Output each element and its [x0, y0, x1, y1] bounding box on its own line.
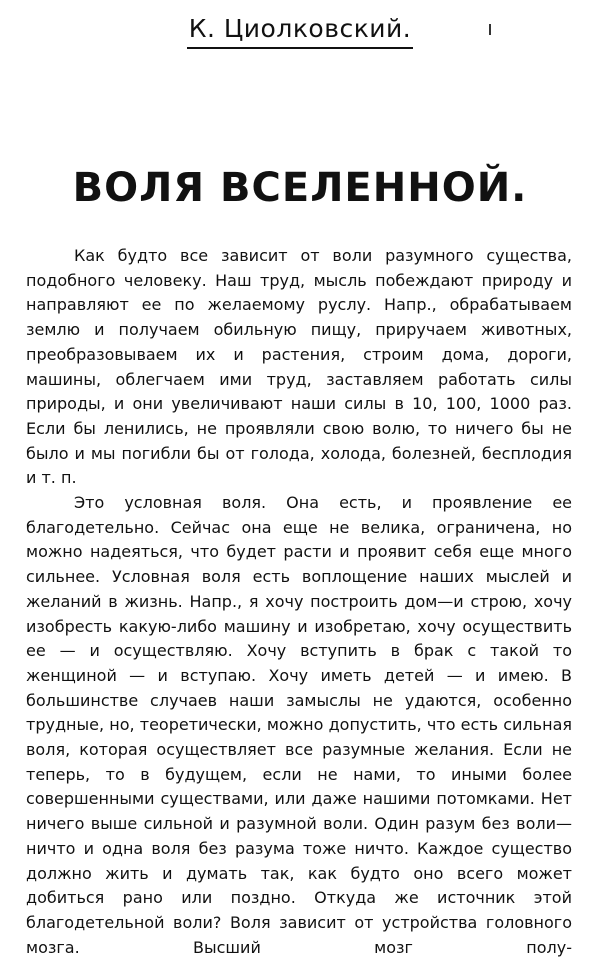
article-body	[26, 244, 572, 960]
running-header	[0, 14, 600, 49]
article-title: ВОЛЯ ВСЕЛЕННОЙ.	[72, 165, 528, 211]
paragraph-1: Как будто все зависит от воли разумного существа, подобного человеку. Наш труд, мысль побеждают природу и направляют ее по желаемому руслу. Напр., обрабатываем землю и получаем обильную пищу, приручаем животных, преобразовываем их и растения, строим дома, дороги, машины, облегчаем ими труд, заставляем работать силы природы, и они увеличивают наши силы в 10, 100, 1000 раз. Если бы ленились, не проявляли свою волю, то ничего бы не было и мы погибли бы от голода, холода, болезней, бесплодия и т. п.	[26, 246, 572, 488]
print-mark	[489, 24, 491, 35]
author-heading: К. Циолковский.	[187, 14, 414, 49]
paragraph-2: Это условная воля. Она есть, и проявление ее благодетельно. Сейчас она еще не велика, ограничена, но можно надеяться, что будет расти и проявит себя еще много сильнее. Условная воля есть воплощение наших мыслей и желаний в жизнь. Напр., я хочу построить дом—и строю, хочу изобресть какую-либо машину и изобретаю, хочу осуществить ее — и осуществляю. Хочу вступить в брак с такой то женщиной — и вступаю. Хочу иметь детей — и имею. В большинстве случаев наши замыслы не удаются, особенно трудные, но, теоретически, можно допустить, что есть сильная воля, которая осуществляет все разумные желания. Если не теперь, то в будущем, если не нами, то иными более совершенными существами, или даже нашими потомками. Нет ничего выше сильной и разумной воли. Один разум без воли—ничто и одна воля без разума тоже ничто. Каждое существо должно жить и думать так, как будто оно всего может добиться рано или поздно. Откуда же источник этой благодетельной воли? Воля зависит от устройства головного мозга. Высший мозг полу-	[26, 493, 572, 957]
